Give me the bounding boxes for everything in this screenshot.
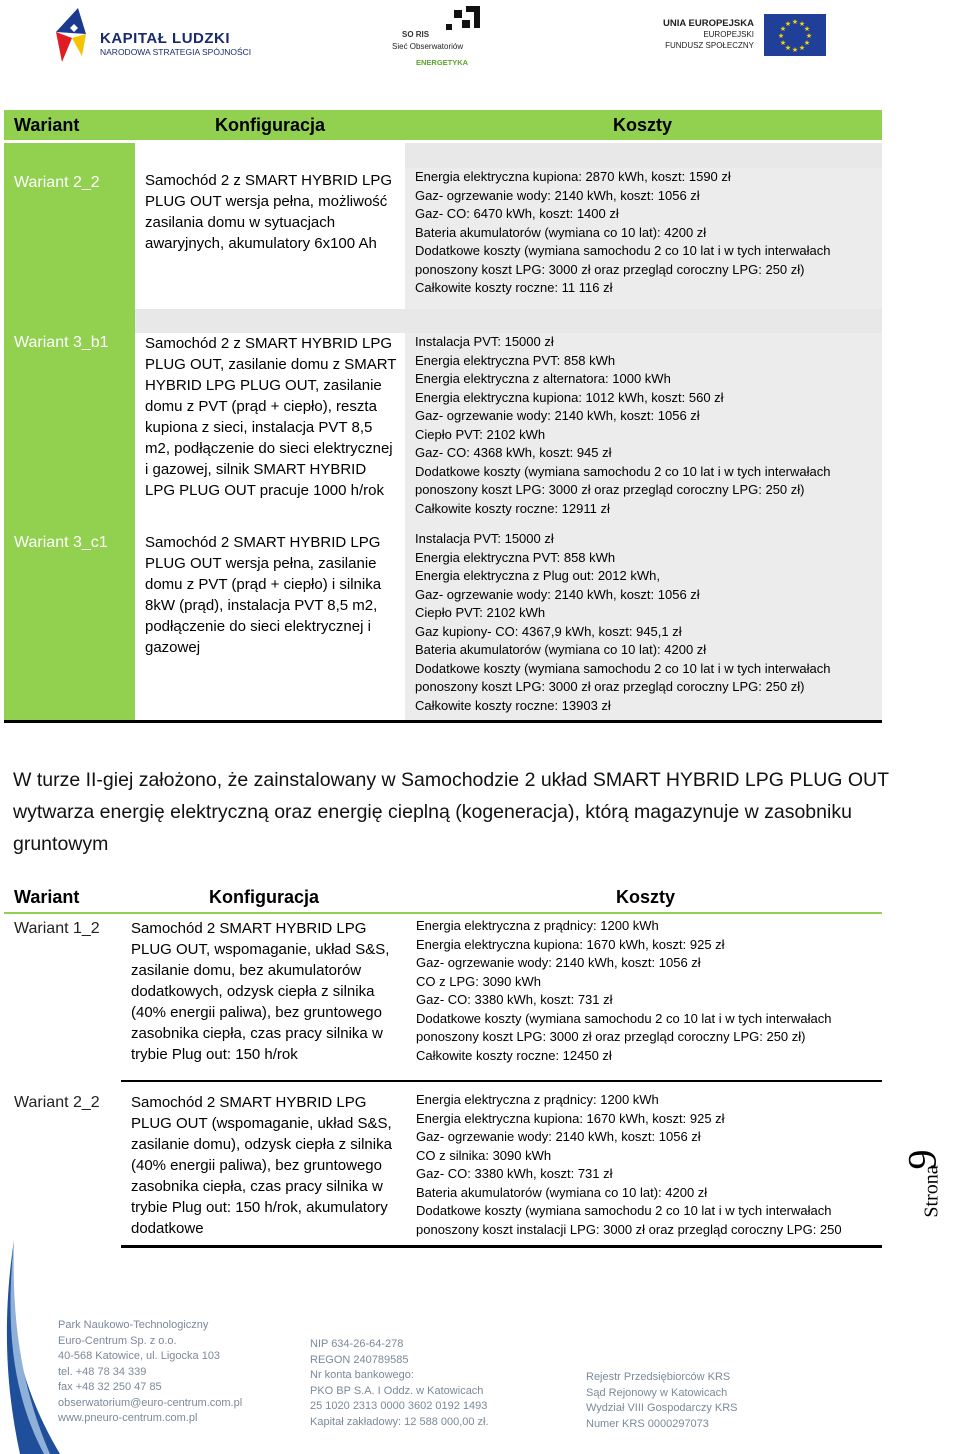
- cost-line: CO z silnika: 3090 kWh: [416, 1147, 552, 1163]
- svg-text:★: ★: [777, 32, 785, 40]
- cost-line: Instalacja PVT: 15000 zł: [415, 334, 554, 349]
- soris-subtitle: Sieć Obserwatoriów: [392, 42, 464, 51]
- cost-line: Dodatkowe koszty (wymiana samochodu 2 co 10 lat i w tych interwałach: [415, 243, 831, 258]
- variant-costs: [405, 168, 882, 309]
- cost-line: ponoszony koszt instalacji LPG: 3000 zł oraz przegląd coroczny LPG: 250: [416, 1221, 842, 1237]
- cost-line: Bateria akumulatorów (wymiana co 10 lat): 4200 zł: [415, 224, 707, 240]
- variant-name: Wariant 3_b1: [4, 333, 135, 526]
- svg-text:★: ★: [803, 25, 811, 33]
- cost-line: ponoszony koszt LPG: 3000 zł oraz przegląd coroczny LPG: 250 zł): [415, 261, 805, 277]
- variant-name: Wariant 1_2: [14, 920, 100, 937]
- cost-line: Gaz- ogrzewanie wody: 2140 kWh, koszt: 1056 zł: [415, 408, 700, 423]
- cost-line: Energia elektryczna kupiona: 1012 kWh, koszt: 560 zł: [415, 389, 724, 405]
- cost-line: Energia elektryczna kupiona: 1670 kWh, koszt: 925 zł: [416, 936, 725, 952]
- cost-line: Całkowite koszty roczne: 11 116 zł: [415, 280, 613, 295]
- cost-line: CO z LPG: 3090 kWh: [416, 973, 541, 989]
- cost-line: Gaz- ogrzewanie wody: 2140 kWh, koszt: 1056 zł: [415, 187, 700, 203]
- cost-line: Dodatkowe koszty (wymiana samochodu 2 co 10 lat i w tych interwałach: [415, 463, 831, 479]
- kapital-ludzki-subtitle: NARODOWA STRATEGIA SPÓJNOŚCI: [100, 47, 252, 57]
- eu-title: UNIA EUROPEJSKA: [663, 18, 754, 29]
- footer-line: tel. +48 78 34 339: [58, 1365, 147, 1378]
- cost-line: Energia elektryczna z prądnicy: 1200 kWh: [416, 1092, 659, 1107]
- cost-line: Całkowite koszty roczne: 12450 zł: [416, 1047, 612, 1063]
- page-label: Strona: [920, 1165, 943, 1218]
- svg-text:★: ★: [805, 32, 813, 40]
- header-wariant: Wariant: [4, 882, 121, 912]
- footer-line: 40-568 Katowice, ul. Ligocka 103: [58, 1350, 221, 1362]
- variant-config: Samochód 2 SMART HYBRID LPG PLUG OUT (wspomaganie, układ S&S, zasilanie domu), odzysk ciepła z silnika (40% energii paliwa), bez gruntowego zasobnika ciepła, czas pracy silnika w trybie Plug out: 150 h/rok, akumulatory dodatkowe: [121, 1088, 406, 1248]
- variant-costs: [406, 1088, 882, 1248]
- table-row: [4, 168, 882, 309]
- table-row: [4, 526, 882, 723]
- cost-line: Gaz- ogrzewanie wody: 2140 kWh, koszt: 1056 zł: [416, 955, 701, 970]
- cost-line: Dodatkowe koszty (wymiana samochodu 2 co 10 lat i w tych interwałach: [416, 1010, 832, 1026]
- cost-line: Dodatkowe koszty (wymiana samochodu 2 co 10 lat i w tych interwałach: [416, 1203, 832, 1218]
- page-header: [0, 0, 960, 75]
- header-koszty: Koszty: [405, 110, 882, 140]
- table-header-row: [4, 882, 882, 912]
- eu-subtitle-2: FUNDUSZ SPOŁECZNY: [665, 41, 754, 50]
- cost-line: Energia elektryczna kupiona: 2870 kWh, koszt: 1590 zł: [415, 169, 731, 184]
- soris-logo: [390, 4, 490, 68]
- variant-costs: [405, 526, 882, 723]
- svg-text:★: ★: [779, 25, 787, 33]
- header-konfiguracja: Konfiguracja: [121, 882, 406, 912]
- table-row: [4, 1088, 882, 1248]
- svg-text:★: ★: [784, 44, 792, 52]
- table-header-row: [4, 110, 882, 140]
- cost-line: Całkowite koszty roczne: 13903 zł: [415, 697, 611, 713]
- header-wariant: Wariant: [4, 110, 135, 140]
- footer-line: fax +48 32 250 47 85: [58, 1381, 162, 1393]
- svg-text:★: ★: [784, 20, 792, 28]
- cost-line: Gaz- CO: 3380 kWh, koszt: 731 zł: [416, 992, 613, 1007]
- svg-text:★: ★: [803, 39, 811, 47]
- footer-line: NIP 634-26-64-278: [310, 1338, 404, 1350]
- cost-line: Bateria akumulatorów (wymiana co 10 lat): 4200 zł: [415, 642, 707, 657]
- table-row: [4, 914, 882, 1080]
- variant-config: Samochód 2 z SMART HYBRID LPG PLUG OUT, zasilanie domu z SMART HYBRID LPG PLUG OUT, zasilanie domu z PVT (prąd + ciepło), reszta kupiona z sieci, instalacja PVT 8,5 m2, podłączenie do sieci elektrycznej i gazowej, silnik SMART HYBRID LPG PLUG OUT pracuje 1000 h/rok: [145, 335, 397, 499]
- svg-text:★: ★: [791, 46, 799, 54]
- cost-line: Całkowite koszty roczne: 12911 zł: [415, 500, 610, 516]
- footer-line: Numer KRS 0000297073: [586, 1417, 709, 1430]
- cost-line: Gaz- CO: 3380 kWh, koszt: 731 zł: [416, 1166, 613, 1181]
- cost-line: Gaz kupiony- CO: 4367,9 kWh, koszt: 945,1 zł: [415, 623, 682, 639]
- cost-line: Gaz- ogrzewanie wody: 2140 kWh, koszt: 1056 zł: [415, 586, 700, 602]
- footer-email[interactable]: obserwatorium@euro-centrum.com.pl: [58, 1396, 243, 1409]
- soris-title: SO RIS: [402, 30, 430, 39]
- footer-line: Wydział VIII Gospodarczy KRS: [586, 1402, 738, 1414]
- kapital-ludzki-title: KAPITAŁ LUDZKI: [100, 30, 231, 47]
- page-number: [899, 1140, 960, 1250]
- variant-config: Samochód 2 SMART HYBRID LPG PLUG OUT wersja pełna, zasilanie domu z PVT (prąd + ciepło) i silnika 8kW (prąd), instalacja PVT 8,5 m2, podłączenie do sieci elektrycznej i gazowej: [135, 526, 405, 723]
- cost-line: Energia elektryczna PVT: 858 kWh: [415, 352, 616, 368]
- cost-line: Ciepło PVT: 2102 kWh: [415, 605, 546, 620]
- svg-text:★: ★: [779, 39, 787, 47]
- footer-line: Rejestr Przedsiębiorców KRS: [586, 1371, 731, 1383]
- footer-line: PKO BP S.A. I Oddz. w Katowicach: [310, 1384, 484, 1397]
- variant-name: Wariant 2_2: [14, 1094, 100, 1111]
- header-koszty: Koszty: [406, 882, 882, 912]
- cost-line: Gaz- ogrzewanie wody: 2140 kWh, koszt: 1056 zł: [416, 1129, 701, 1144]
- cost-line: ponoszony koszt LPG: 3000 zł oraz przegląd coroczny LPG: 250 zł): [416, 1029, 806, 1044]
- footer-company-info: [58, 1318, 242, 1427]
- cost-line: Energia elektryczna PVT: 858 kWh: [415, 549, 616, 565]
- svg-text:★: ★: [791, 18, 799, 26]
- cost-line: ponoszony koszt LPG: 3000 zł oraz przegląd coroczny LPG: 250 zł): [415, 482, 805, 497]
- svg-text:★: ★: [798, 20, 806, 28]
- header-konfiguracja: Konfiguracja: [135, 110, 405, 140]
- soris-energetyka: ENERGETYKA: [416, 58, 469, 67]
- cost-line: Energia elektryczna z prądnicy: 1200 kWh: [416, 918, 659, 933]
- footer-swoosh-icon: [0, 1240, 60, 1454]
- variant-costs: [405, 333, 882, 526]
- svg-text:★: ★: [798, 44, 806, 52]
- variant-config: Samochód 2 SMART HYBRID LPG PLUG OUT, wspomaganie, układ S&S, zasilanie domu, bez akumulatorów dodatkowych, odzysk ciepła z silnika (40% energii paliwa), bez gruntowego zasobnika ciepła, czas pracy silnika w trybie Plug out: 150 h/rok: [131, 920, 390, 1063]
- variants-table-1: [4, 110, 882, 723]
- variant-config: Samochód 2 z SMART HYBRID LPG PLUG OUT wersja pełna, możliwość zasilania domu w sytuacjach awaryjnych, akumulatory 6x100 Ah: [145, 172, 393, 252]
- footer-line: Park Naukowo-Technologiczny: [58, 1319, 209, 1331]
- eu-flag-icon: [764, 14, 826, 56]
- cost-line: Bateria akumulatorów (wymiana co 10 lat): 4200 zł: [416, 1184, 708, 1200]
- cost-line: Gaz- CO: 6470 kWh, koszt: 1400 zł: [415, 206, 619, 221]
- variant-name: Wariant 2_2: [4, 168, 135, 309]
- footer-line: REGON 240789585: [310, 1353, 409, 1366]
- cost-line: Ciepło PVT: 2102 kWh: [415, 426, 546, 442]
- body-paragraph: W turze II-giej założono, że zainstalowany w Samochodzie 2 układ SMART HYBRID LPG PLUG OUT wytwarza energię elektryczną oraz energię cieplną (kogeneracja), którą magazynuje w zasobniku gruntowym: [13, 769, 889, 855]
- eu-subtitle-1: EUROPEJSKI: [703, 30, 754, 39]
- cost-line: Energia elektryczna z Plug out: 2012 kWh,: [415, 568, 660, 583]
- cost-line: Instalacja PVT: 15000 zł: [415, 531, 554, 546]
- cost-line: Energia elektryczna kupiona: 1670 kWh, koszt: 925 zł: [416, 1110, 725, 1126]
- footer-registry-info: [586, 1370, 738, 1432]
- table-row: [4, 333, 882, 526]
- footer-line: Kapitał zakładowy: 12 588 000,00 zł.: [310, 1415, 489, 1428]
- kapital-ludzki-logo: [52, 4, 252, 66]
- soris-mark-icon: [444, 4, 484, 44]
- footer-website[interactable]: www.pneuro-centrum.com.pl: [58, 1412, 198, 1424]
- variant-name: Wariant 3_c1: [4, 526, 135, 723]
- page-number-value: 9: [899, 1149, 945, 1170]
- cost-line: Gaz- CO: 4368 kWh, koszt: 945 zł: [415, 445, 612, 460]
- footer-line: Sąd Rejonowy w Katowicach: [586, 1386, 728, 1399]
- kapital-ludzki-star-icon: [52, 4, 92, 64]
- footer-bank-info: [310, 1337, 489, 1430]
- footer-line: Nr konta bankowego:: [310, 1369, 414, 1381]
- footer-line: 25 1020 2313 0000 3602 0192 1493: [310, 1400, 488, 1412]
- eu-logo: [665, 14, 830, 59]
- variants-table-2: [4, 882, 882, 1248]
- cost-line: Energia elektryczna z alternatora: 1000 kWh: [415, 371, 671, 386]
- variant-costs: [406, 914, 882, 1080]
- cost-line: Dodatkowe koszty (wymiana samochodu 2 co 10 lat i w tych interwałach: [415, 660, 831, 676]
- footer-line: Euro-Centrum Sp. z o.o.: [58, 1334, 177, 1347]
- cost-line: ponoszony koszt LPG: 3000 zł oraz przegląd coroczny LPG: 250 zł): [415, 679, 805, 694]
